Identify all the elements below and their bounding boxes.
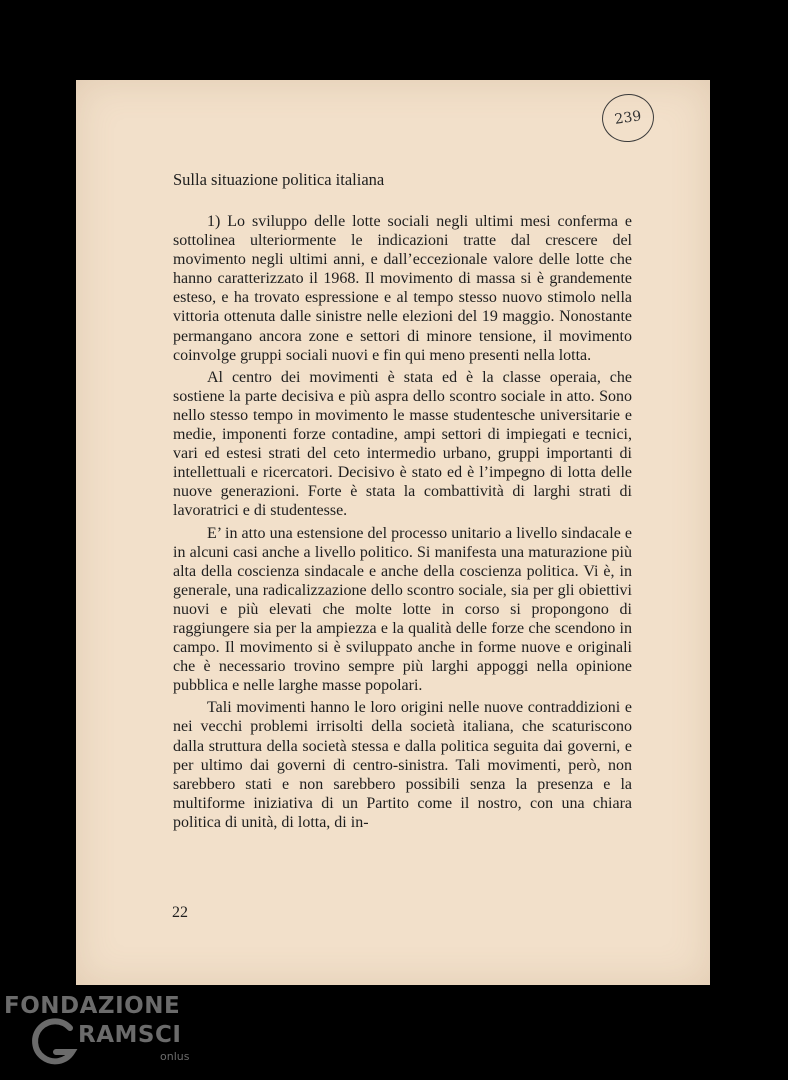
paragraph-4: Tali movimenti hanno le loro origini nelle nuove contraddizioni e nei vecchi problemi irrisolti della società italiana, che scaturiscono dalla struttura della società stessa e dalla politica seguita dai governi, e per ultimo dai governi di centro-sinistra. Tali movimenti, però, non sarebbero stati e non sarebbero possibili senza la presenza e la multiforme iniziativa di un Partito come il nostro, con una chiara politica di unità, di lotta, di in- (173, 699, 632, 831)
watermark-line1: FONDAZIONE (4, 993, 181, 1019)
archive-page-number: 239 (613, 108, 643, 128)
watermark-suffix: onlus (160, 1050, 190, 1063)
page-number: 22 (172, 904, 188, 921)
watermark-line2: RAMSCI (78, 1022, 182, 1048)
paragraph-2: Al centro dei movimenti è stata ed è la classe operaia, che sostiene la parte decisiva e più aspra dello scontro sociale in atto. Sono nello stesso tempo in movimento le masse studentesche universitarie e medie, imponenti forze contadine, ampi settori di impiegati e tecnici, vari ed estesi strati del ceto intermedio urbano, gruppi importanti di intellettuali e ricercatori. Decisivo è stato ed è l’impegno di lotta delle nuove generazioni. Forte è stata la combattività di larghi strati di lavoratrici e di studentesse. (173, 368, 632, 520)
paragraph-1: 1) Lo sviluppo delle lotte sociali negli ultimi mesi conferma e sottolinea ulteriormente le indicazioni tratte dal crescere del movimento negli ultimi anni, e dall’eccezionale valore delle lotte che hanno caratterizzato il 1968. Il movimento di massa si è grandemente esteso, e ha trovato espressione e al tempo stesso nuovo stimolo nella vittoria ottenuta dalle sinistre nelle elezioni del 19 maggio. Nonostante permangano ancora zone e settori di minore tensione, il movimento coinvolge gruppi sociali nuovi e fin qui meno presenti nella lotta. (173, 213, 632, 364)
body-text (173, 212, 632, 835)
paragraph-3: E’ in atto una estensione del processo unitario a livello sindacale e in alcuni casi anche a livello politico. Si manifesta una maturazione più alta della coscienza sindacale e anche della coscienza politica. Vi è, in generale, una radicalizzazione dello scontro sociale, sia per gli obiettivi nuovi e più elevati che molte lotte in corso si propongono di raggiungere sia per la ampiezza e la qualità delle forze che scendono in campo. Il movimento si è sviluppato anche in forme nuove e originali che è necessario trovino sempre più larghi appoggi nella opinione pubblica e nelle larghe masse popolari. (173, 524, 632, 695)
document-title: Sulla situazione politica italiana (173, 170, 385, 189)
watermark-g-logo-icon (30, 1018, 78, 1074)
